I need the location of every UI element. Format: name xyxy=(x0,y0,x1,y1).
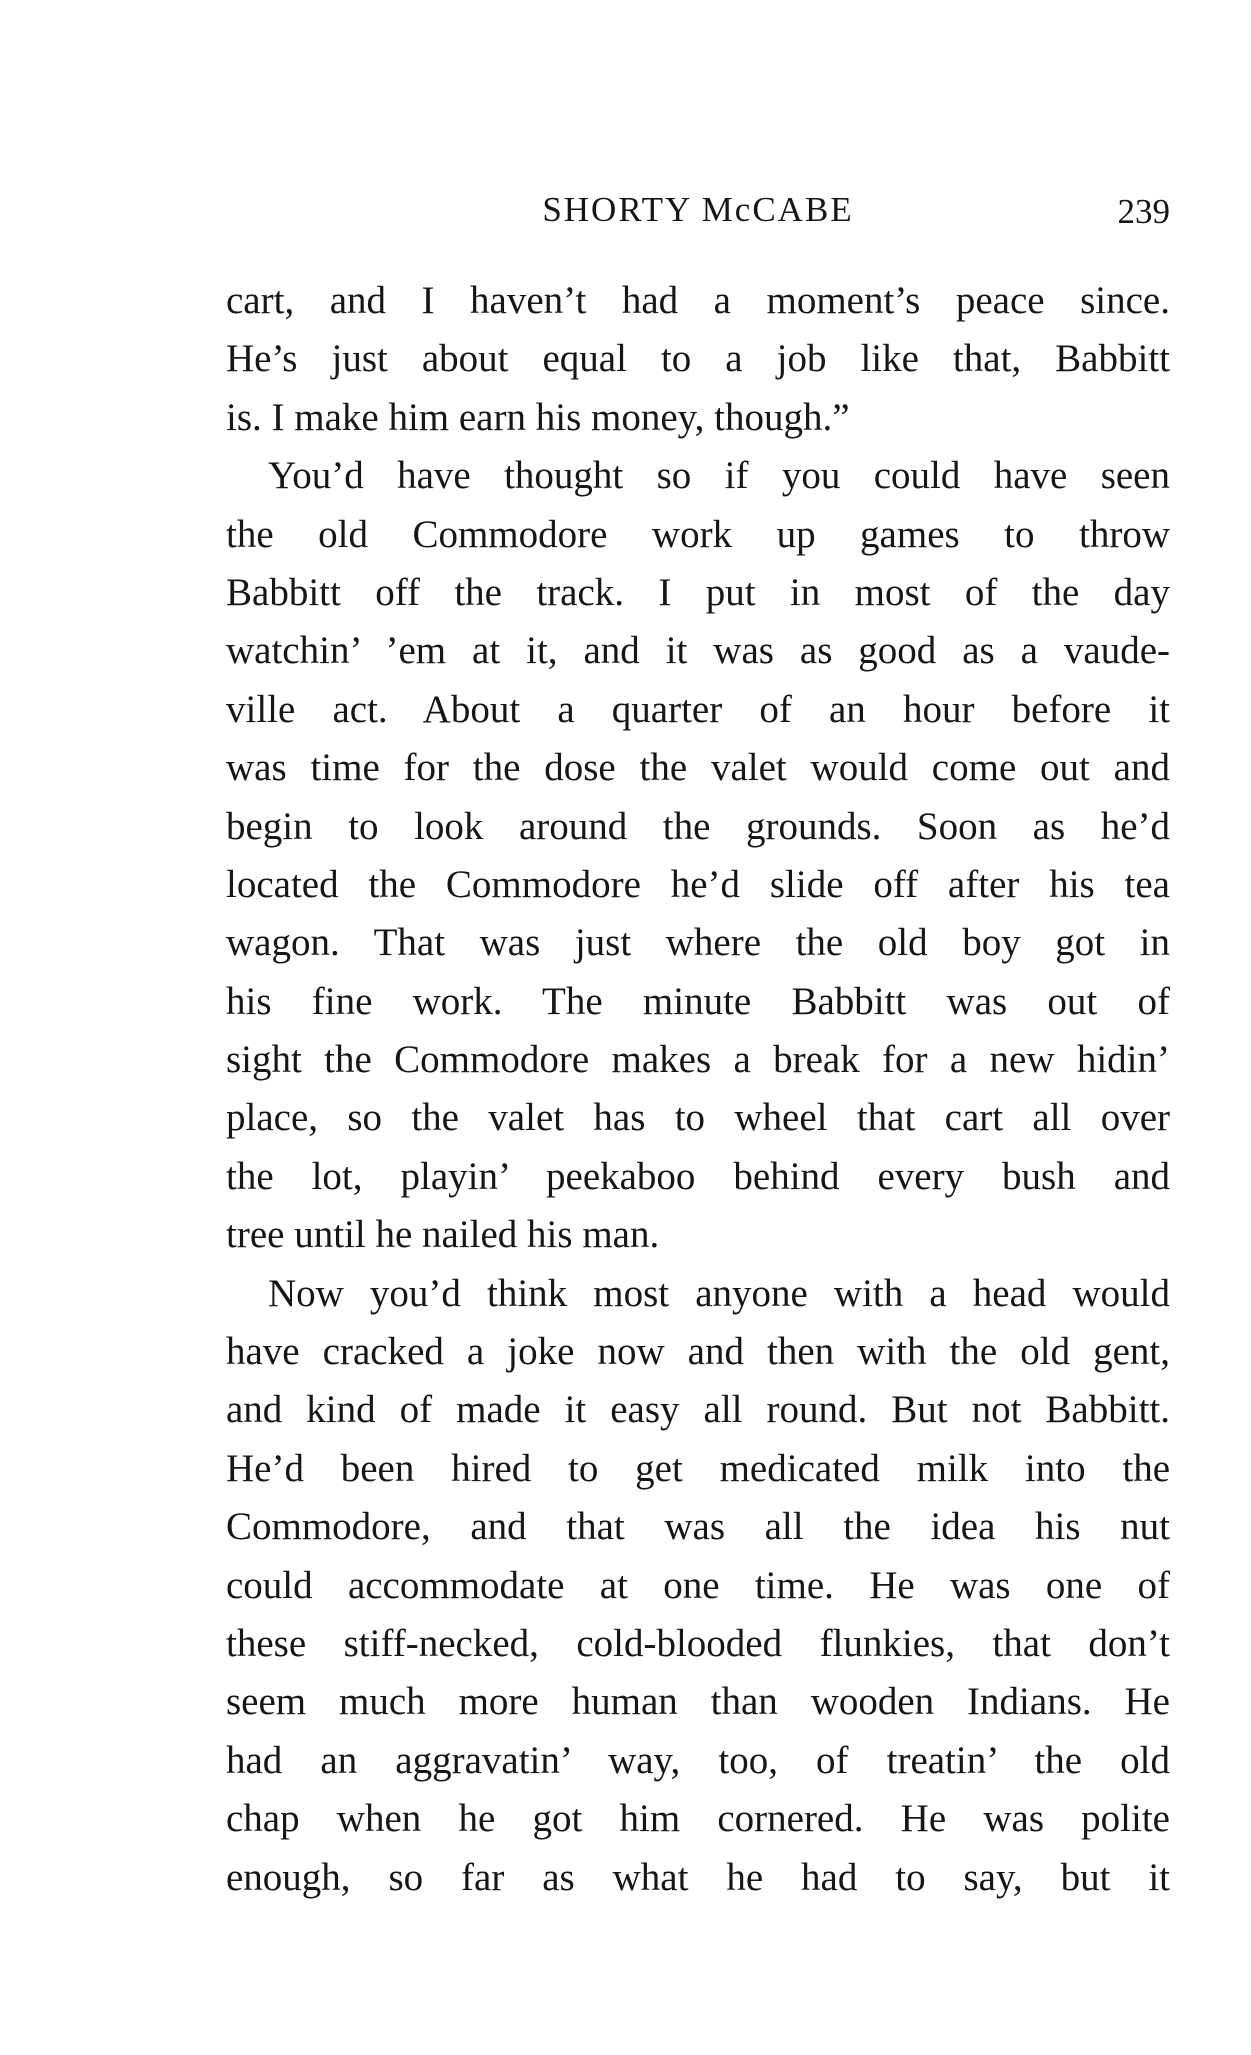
text-line: his fine work. The minute Babbitt was out of xyxy=(226,979,1170,1023)
text-line: could accommodate at one time. He was one of xyxy=(226,1563,1170,1607)
text-line: was time for the dose the valet would come out and xyxy=(226,746,1170,790)
text-line: Babbitt off the track. I put in most of the day xyxy=(226,570,1170,614)
paragraph xyxy=(226,447,1170,1264)
running-title: SHORTY McCABE xyxy=(542,190,854,229)
text-line: cart, and I haven’t had a moment’s peace since. xyxy=(226,279,1170,322)
text-line: is. I make him earn his money, though.” xyxy=(226,395,850,439)
body-text xyxy=(226,272,1170,1907)
paragraph xyxy=(226,1265,1170,1907)
text-line: seem much more human than wooden Indians. He xyxy=(226,1680,1170,1724)
text-line: You’d have thought so if you could have seen xyxy=(268,454,1170,498)
text-line: Commodore, and that was all the idea his nut xyxy=(226,1505,1170,1549)
text-line: enough, so far as what he had to say, but it xyxy=(226,1855,1170,1899)
text-line: wagon. That was just where the old boy got in xyxy=(226,921,1170,965)
running-head xyxy=(226,190,1170,240)
text-line: place, so the valet has to wheel that cart all over xyxy=(226,1096,1170,1140)
text-line: the old Commodore work up games to throw xyxy=(226,512,1170,556)
text-line: ville act. About a quarter of an hour before it xyxy=(226,687,1170,731)
text-line: have cracked a joke now and then with the old gent, xyxy=(226,1330,1170,1374)
text-line: sight the Commodore makes a break for a new hidin’ xyxy=(226,1038,1170,1082)
text-line: located the Commodore he’d slide off after his tea xyxy=(226,862,1170,906)
text-line: He’d been hired to get medicated milk into the xyxy=(226,1446,1170,1490)
text-line: He’s just about equal to a job like that, Babbitt xyxy=(226,337,1170,381)
text-line: chap when he got him cornered. He was polite xyxy=(226,1797,1170,1841)
paragraph xyxy=(226,272,1170,447)
text-line: had an aggravatin’ way, too, of treatin’ the old xyxy=(226,1738,1170,1782)
text-line: these stiff-necked, cold-blooded flunkies, that don’t xyxy=(226,1621,1170,1665)
text-line: tree until he nailed his man. xyxy=(226,1213,660,1257)
text-line: the lot, playin’ peekaboo behind every bush and xyxy=(226,1154,1170,1198)
text-line: and kind of made it easy all round. But not Babbitt. xyxy=(226,1388,1170,1432)
text-line: watchin’ ’em at it, and it was as good as a vaude- xyxy=(226,629,1170,673)
text-line: begin to look around the grounds. Soon as he’d xyxy=(226,804,1170,848)
text-line: Now you’d think most anyone with a head would xyxy=(268,1271,1170,1315)
page-number: 239 xyxy=(1117,192,1170,231)
